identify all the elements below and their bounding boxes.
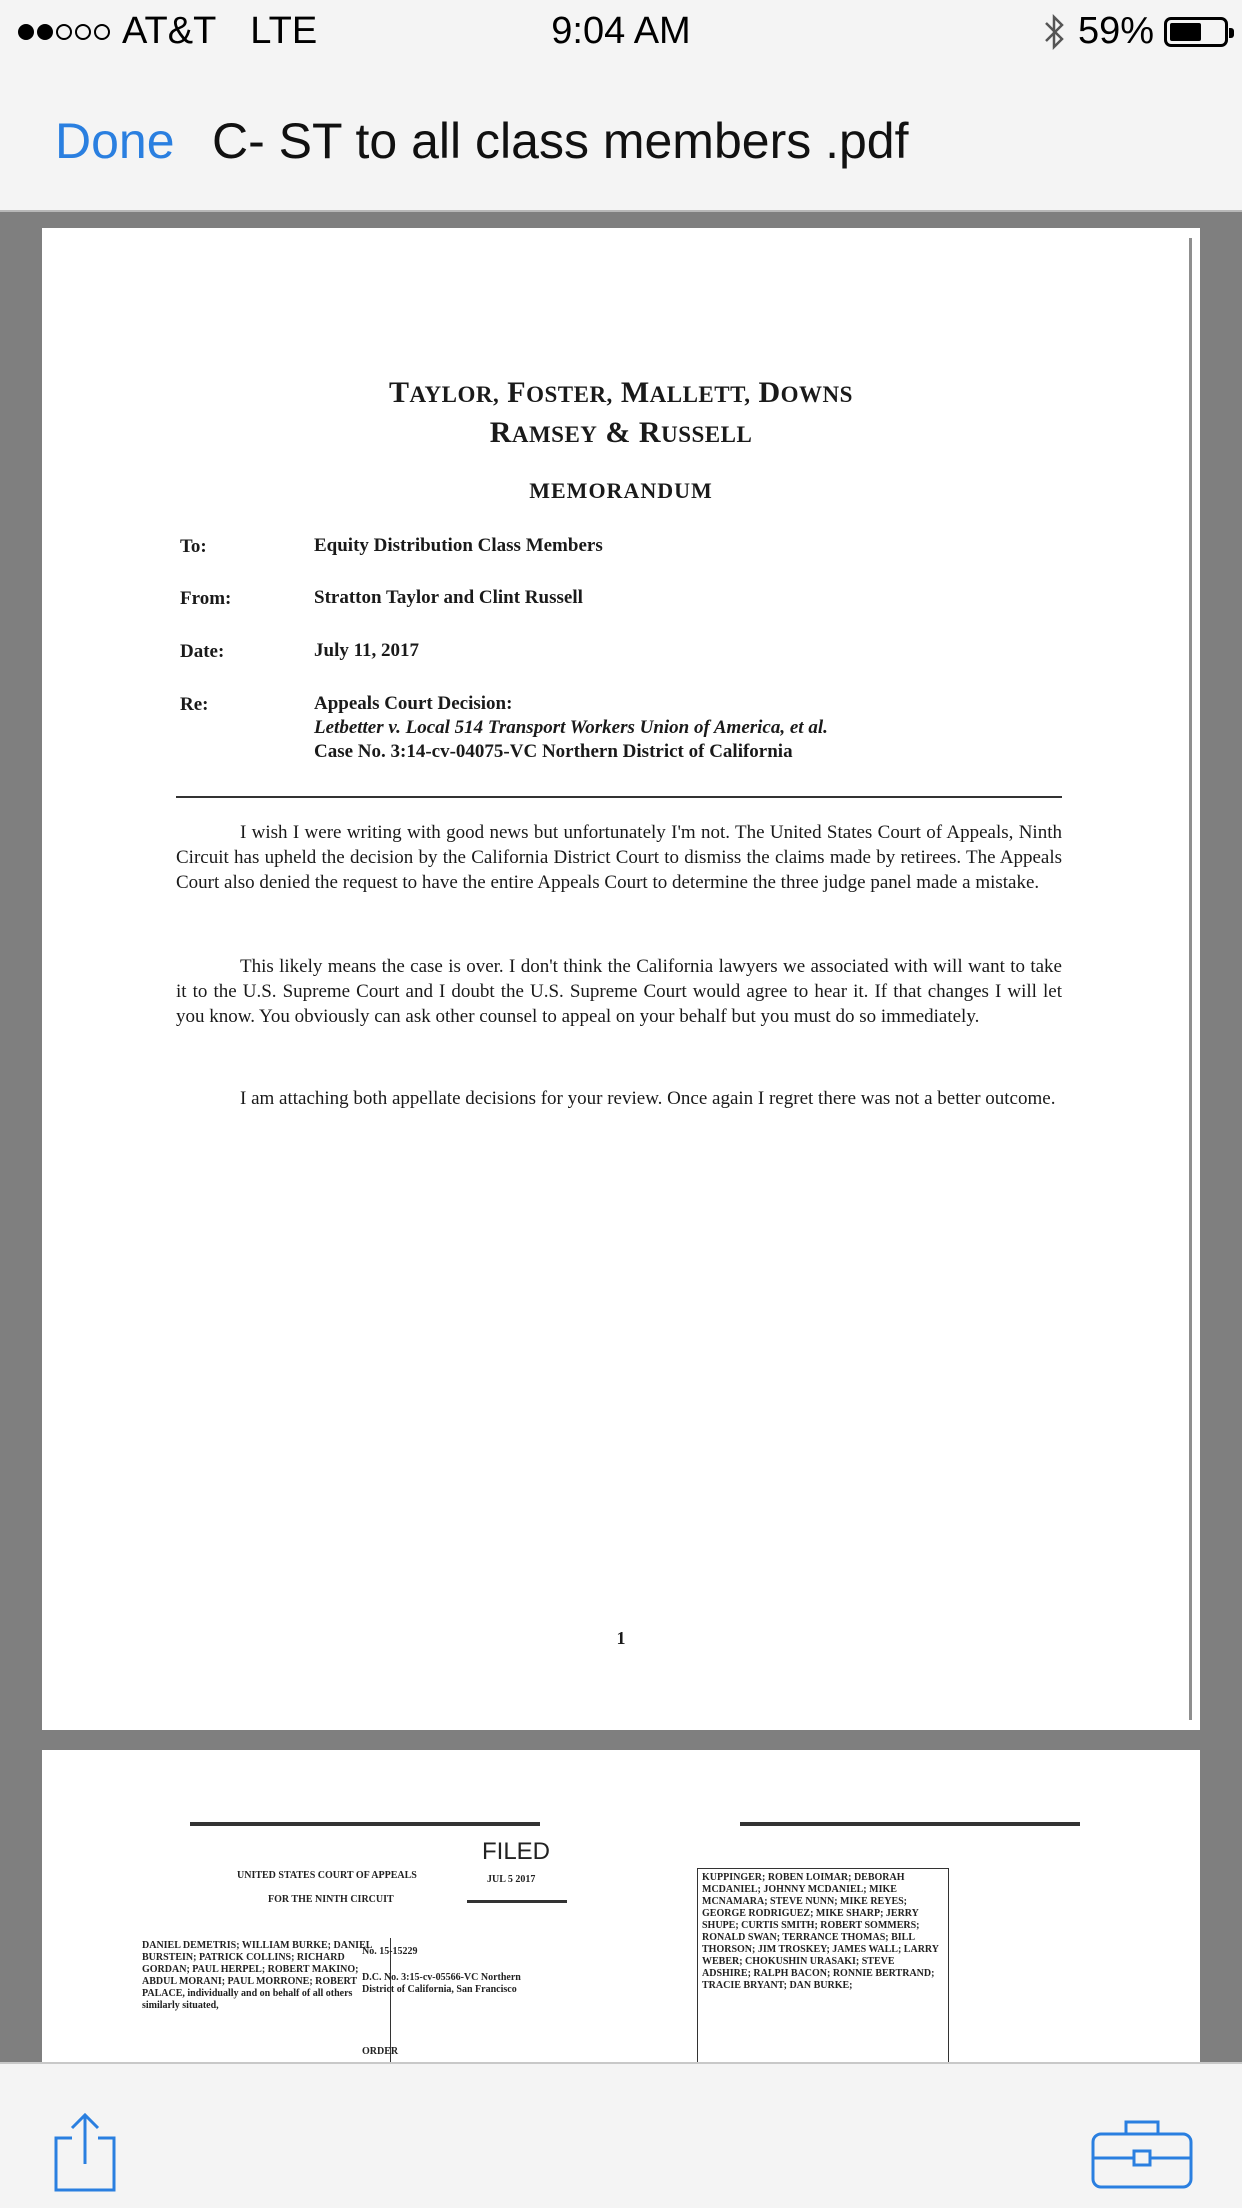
re-label: Re:: [180, 694, 209, 715]
memo-title: MEMORANDUM: [529, 478, 713, 503]
pdf-page-1[interactable]: [42, 228, 1200, 1730]
status-right: [1042, 10, 1228, 53]
re-line3: Case No. 3:14-cv-04075-VC Northern District of California: [314, 741, 793, 762]
tools-button[interactable]: [1090, 2116, 1194, 2190]
paragraph-2: This likely means the case is over. I don't think the California lawyers we associated with will want to take it to the U.S. Supreme Court and I doubt the U.S. Supreme Court would agree to hear it. If that changes I will let you know. You obviously can ask other counsel to appeal on your behalf but you must do so immediately.: [176, 956, 1062, 1027]
right-parties: KUPPINGER; ROBEN LOIMAR; DEBORAH MCDANIEL; JOHNNY MCDANIEL; MIKE MCNAMARA; STEVE NUNN; MIKE REYES; GEORGE RODRIGUEZ; MIKE SHARP; JERRY SHUPE; CURTIS SMITH; ROBERT SOMMERS; RONALD SWAN; TERRANCE THOMAS; BILL THORSON; JIM TROSKEY; JAMES WALL; LARRY WEBER; CHOKUSHIN URASAKI; STEVE ADSHIRE; RALPH BACON; RONNIE BERTRAND; TRACIE BRYANT; DAN BURKE;: [702, 1872, 939, 1991]
page-number: 1: [616, 1628, 626, 1648]
court-line2: FOR THE NINTH CIRCUIT: [268, 1894, 394, 1905]
date-label: Date:: [180, 641, 225, 662]
navigation-bar: [0, 64, 1242, 212]
status-time: 9:04 AM: [551, 10, 691, 52]
battery-percent: 59%: [1077, 10, 1154, 52]
re-line1: Appeals Court Decision:: [314, 693, 513, 714]
network-type: LTE: [250, 10, 318, 52]
filed-stamp: FILED: [482, 1838, 551, 1865]
case-number: No. 15-15229: [362, 1946, 418, 1957]
court-line1: UNITED STATES COURT OF APPEALS: [237, 1870, 417, 1881]
memo-document: [42, 228, 1200, 1730]
done-button[interactable]: Done: [55, 113, 175, 169]
firm-name-line1: TAYLOR, FOSTER, MALLETT, DOWNS: [389, 376, 853, 409]
document-title: C- ST to all class members .pdf: [212, 113, 909, 169]
carrier-name: AT&T: [122, 10, 217, 52]
bottom-toolbar: [0, 2062, 1242, 2208]
paragraph-3: I am attaching both appellate decisions for your review. Once again I regret there was not a better outcome.: [240, 1088, 1056, 1109]
status-bar: [0, 0, 1242, 64]
from-value: Stratton Taylor and Clint Russell: [314, 587, 583, 608]
filed-date: JUL 5 2017: [487, 1874, 536, 1885]
share-button[interactable]: [50, 2112, 120, 2192]
order-label: ORDER: [362, 2046, 399, 2057]
firm-name-line2: RAMSEY & RUSSELL: [489, 416, 753, 449]
date-value: July 11, 2017: [314, 640, 420, 661]
header-scan-line: [190, 1822, 540, 1826]
bluetooth-icon: [1042, 12, 1068, 52]
paragraph-1: I wish I were writing with good news but unfortunately I'm not. The United States Court of Appeals, Ninth Circuit has upheld the decision by the California District Court to dismiss the claims made by retirees. The Appeals Court also denied the request to have the entire Appeals Court to determine the three judge panel made a mistake.: [176, 822, 1062, 893]
to-label: To:: [180, 536, 207, 557]
stamp-scan-line: [467, 1900, 567, 1903]
left-parties: DANIEL DEMETRIS; WILLIAM BURKE; DANIEL BURSTEIN; PATRICK COLLINS; RICHARD GORDAN; PAUL HERPEL; ROBERT MAKINO; ABDUL MORANI; PAUL MORRONE; ROBERT PALACE, individually and on behalf of all others similarly situated,: [142, 1940, 372, 2011]
from-label: From:: [180, 588, 232, 609]
divider: [176, 796, 1062, 798]
to-value: Equity Distribution Class Members: [314, 535, 603, 556]
header-scan-line: [740, 1822, 1080, 1826]
share-icon: [50, 2112, 120, 2192]
pdf-page-2[interactable]: [42, 1750, 1200, 2070]
dc-number: D.C. No. 3:15-cv-05566-VC Northern District of California, San Francisco: [362, 1972, 521, 1995]
toolbox-icon: [1090, 2116, 1194, 2190]
battery-icon: [1164, 17, 1228, 47]
re-line2: Letbetter v. Local 514 Transport Workers Union of America, et al.: [314, 717, 828, 738]
